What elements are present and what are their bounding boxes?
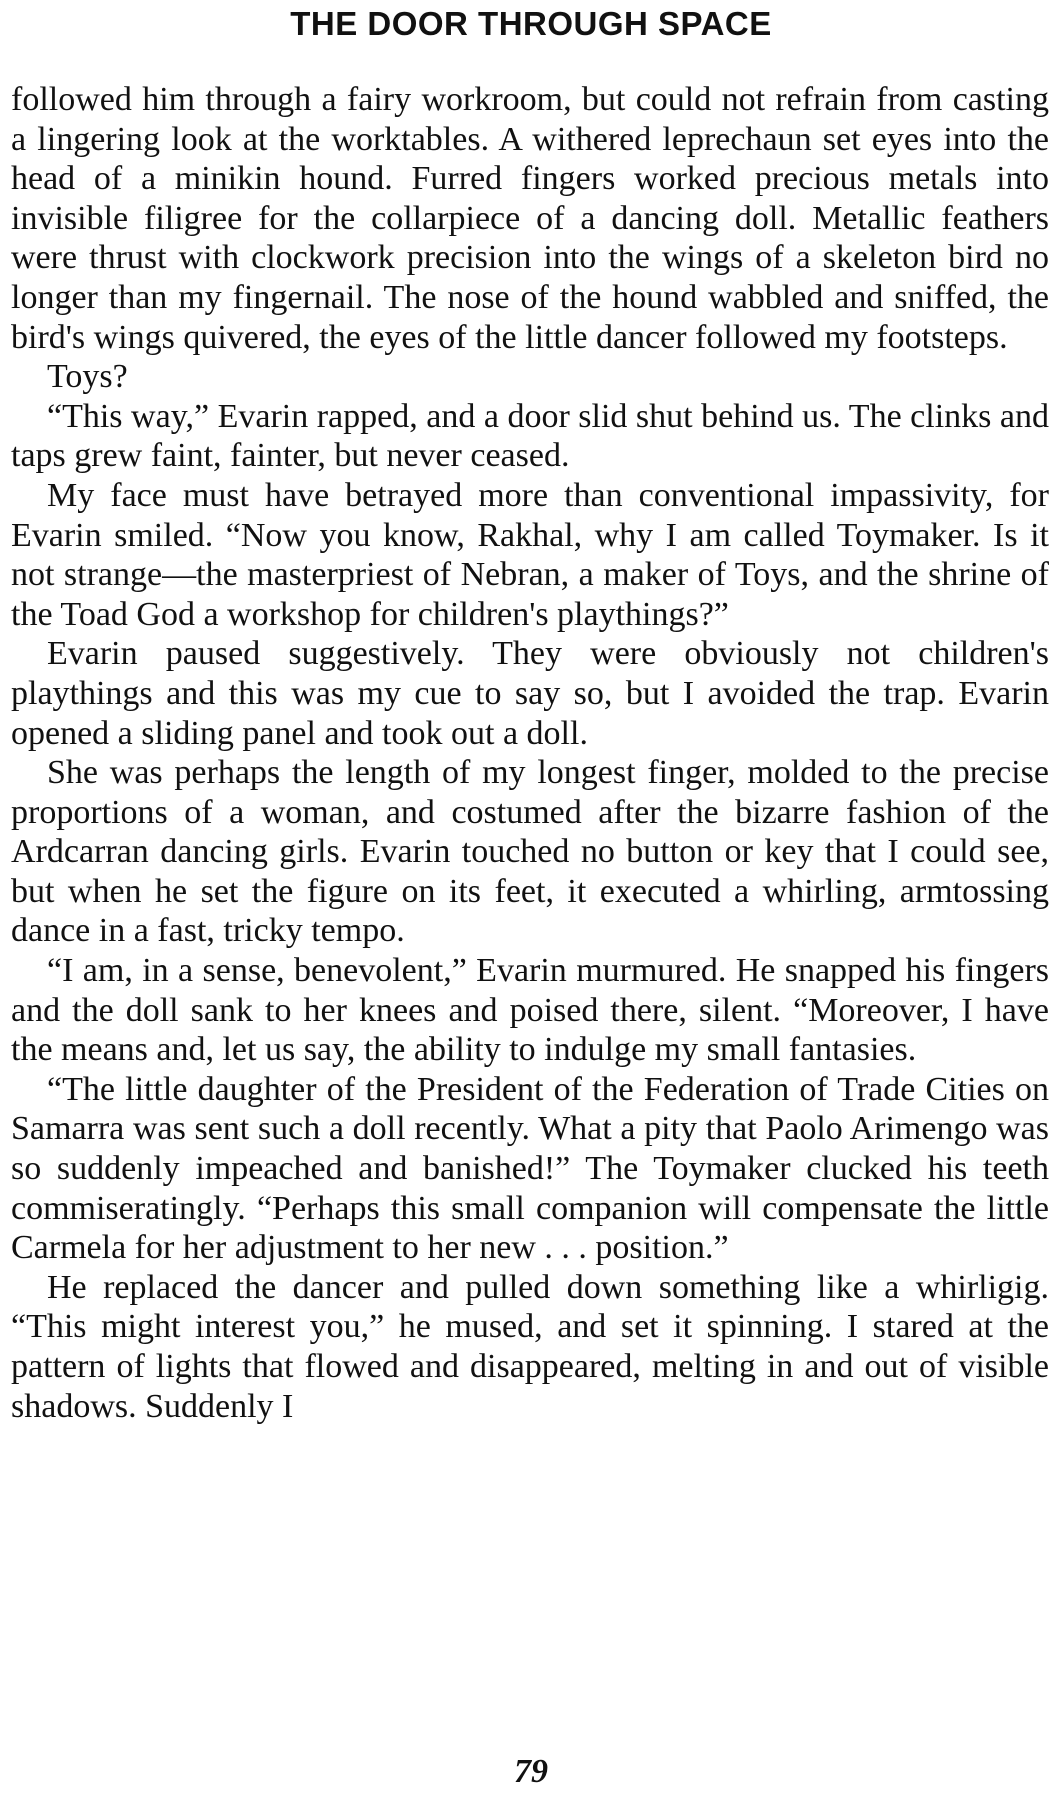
- paragraph: She was perhaps the length of my longest finger, molded to the precise proportions of a woman, and costumed after the bizarre fashion of the Ardcarran dancing girls. Evarin touched no button or key that I could see, but when he set the figure on its feet, it executed a whirling, armtossing dance in a fast, tricky tempo.: [11, 754, 1049, 950]
- paragraph: He replaced the dancer and pulled down something like a whirligig. “This might interest you,” he mused, and set it spinning. I stared at the pattern of lights that flowed and disappeared, melting in and out of visible shadows. Suddenly I: [11, 1268, 1049, 1425]
- paragraph: “The little daughter of the President of the Federation of Trade Cities on Samarra was sent such a doll recently. What a pity that Paolo Arimengo was so suddenly impeached and banished!” The Toymaker clucked his teeth commiseratingly. “Perhaps this small companion will compensate the little Carmela for her adjustment to her new . . . position.”: [11, 1070, 1049, 1267]
- paragraph-continuation: followed him through a fairy workroom, but could not refrain from casting a lingering look at the worktables. A withered leprechaun set eyes into the head of a minikin hound. Furred fingers worked precious metals into invisible filigree for the collarpiece of a dancing doll. Metallic feathers were thrust with clockwork precision into the wings of a skeleton bird no longer than my fingernail. The nose of the hound wabbled and sniffed, the bird's wings quivered, the eyes of the little dancer followed my footsteps.: [11, 81, 1049, 356]
- page-number: 79: [514, 1753, 548, 1790]
- running-head: THE DOOR THROUGH SPACE: [290, 5, 772, 42]
- paragraph: Evarin paused suggestively. They were obviously not children's playthings and this was my cue to say so, but I avoided the trap. Evarin opened a sliding panel and took out a doll.: [11, 635, 1049, 752]
- paragraph: “This way,” Evarin rapped, and a door slid shut behind us. The clinks and taps grew faint, fainter, but never ceased.: [11, 397, 1049, 475]
- body-text: [11, 80, 1049, 1426]
- paragraph: My face must have betrayed more than conventional impassivity, for Evarin smiled. “Now you know, Rakhal, why I am called Toymaker. Is it not strange—the masterpriest of Nebran, a maker of Toys, and the shrine of the Toad God a workshop for children's playthings?”: [11, 476, 1049, 633]
- paragraph: “I am, in a sense, benevolent,” Evarin murmured. He snapped his fingers and the doll sank to her knees and poised there, silent. “Moreover, I have the means and, let us say, the ability to indulge my small fantasies.: [11, 952, 1049, 1069]
- paragraph: Toys?: [47, 358, 128, 396]
